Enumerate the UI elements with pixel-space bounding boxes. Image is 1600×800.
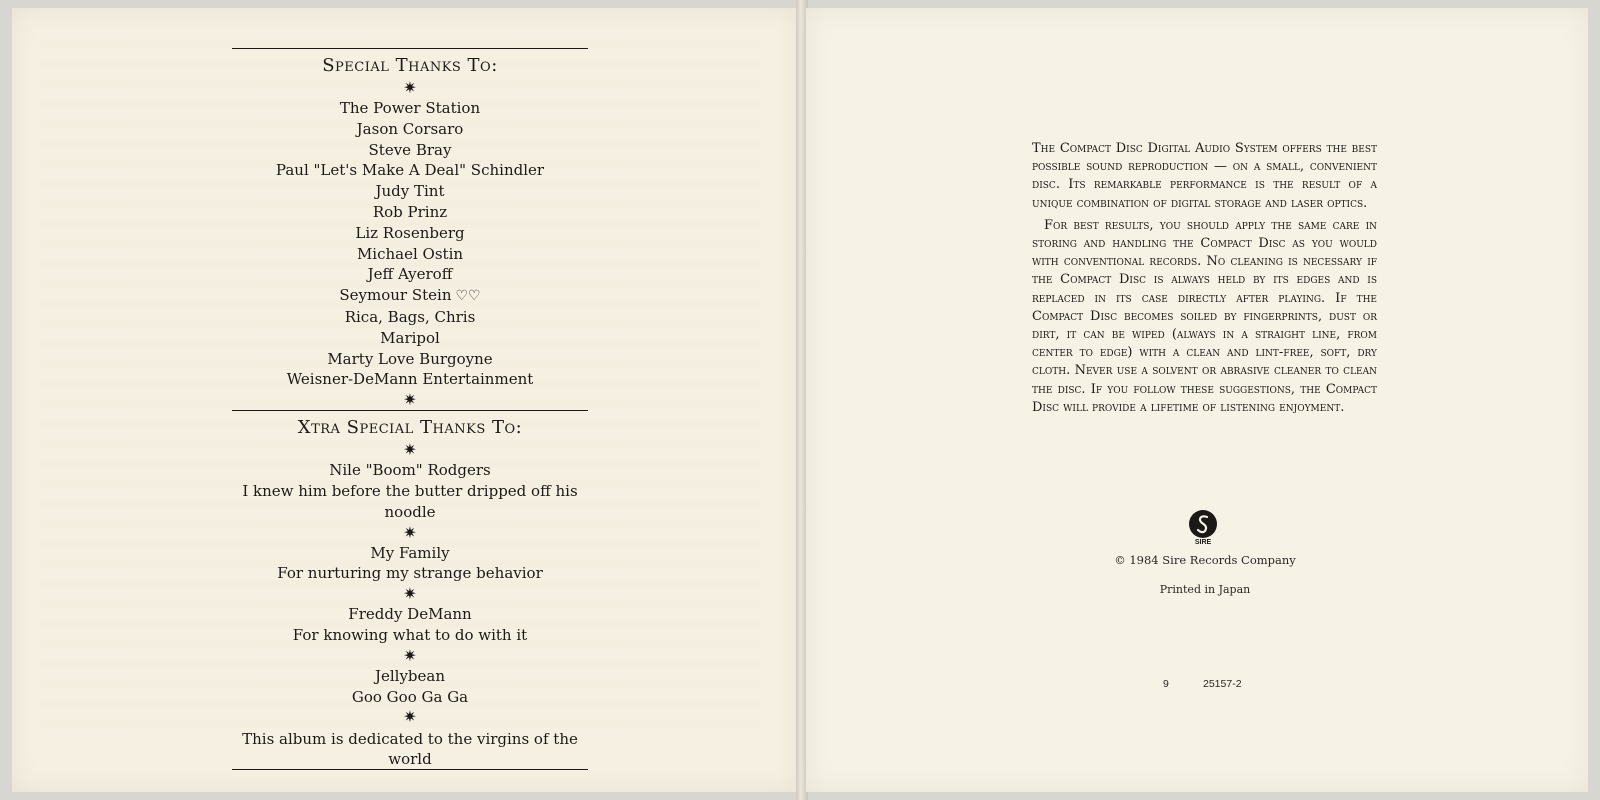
thanks-name: Jeff Ayeroff: [367, 265, 453, 284]
catalog-prefix: 9: [1163, 678, 1169, 690]
star-divider: ✷: [403, 707, 417, 727]
thanks-name: Jason Corsaro: [356, 119, 464, 138]
thanks-name-with-hearts: [232, 285, 588, 307]
star-divider: ✷: [403, 78, 417, 97]
star-divider: ✷: [403, 522, 417, 542]
thanks-name: Seymour Stein: [339, 286, 452, 305]
bottom-rule: [232, 769, 588, 770]
xtra-note: I knew him before the butter dripped off his noodle: [242, 481, 578, 521]
thanks-name: Rob Prinz: [372, 202, 448, 221]
thanks-name: Liz Rosenberg: [355, 223, 465, 242]
thanks-name: Paul "Let's Make A Deal" Schindler: [275, 161, 545, 180]
middle-rule: [232, 410, 588, 411]
xtra-note: For nurturing my strange behavior: [277, 564, 543, 583]
copyright-line: © 1984 Sire Records Company: [1114, 553, 1296, 567]
dedication-text: This album is dedicated to the virgins of the world: [242, 730, 578, 769]
xtra-name: My Family: [370, 543, 450, 562]
star-divider: ✷: [403, 645, 417, 665]
logo-label: SIRE: [1194, 539, 1212, 546]
xtra-name: Nile "Boom" Rodgers: [329, 461, 491, 480]
xtra-note: Goo Goo Ga Ga: [351, 687, 469, 706]
thanks-column: [232, 48, 588, 770]
compact-disc-notice: [1032, 140, 1377, 421]
top-rule: [232, 48, 588, 49]
sire-logo-icon: [1189, 510, 1217, 538]
notice-paragraph: The Compact Disc Digital Audio System offers the best possible sound reproduction — on a small, convenient disc. Its remarkable performance is the result of a unique combination of digital storage and laser optics.: [1032, 141, 1377, 211]
thanks-name: Judy Tint: [375, 182, 445, 201]
star-divider: ✷: [403, 440, 417, 460]
xtra-note: For knowing what to do with it: [292, 625, 528, 644]
thanks-name: Rica, Bags, Chris: [344, 307, 476, 326]
star-divider: ✷: [403, 584, 417, 604]
notice-paragraph: For best results, you should apply the same care in storing and handling the Compact Disc as you would with conventional records. No cleaning is necessary if the Compact Disc is always held by its edges and is replaced in its case directly after playing. If the Compact Disc becomes soiled by fingerprints, dust or dirt, it can be wiped (always in a straight line, from center to edge) with a clean and lint-free, soft, dry cloth. Never use a solvent or abrasive cleaner to clean the disc. If you follow these suggestions, the Compact Disc will provide a lifetime of listening enjoyment.: [1032, 217, 1377, 415]
printed-in-line: Printed in Japan: [1159, 583, 1251, 596]
thanks-name: Steve Bray: [368, 140, 452, 159]
special-thanks-heading: Special Thanks To:: [322, 55, 498, 76]
thanks-name: The Power Station: [339, 99, 481, 117]
xtra-name: Jellybean: [374, 666, 446, 685]
hearts-icon: ♡♡: [455, 288, 481, 305]
thanks-name: Marty Love Burgoyne: [327, 349, 493, 368]
star-divider: ✷: [403, 390, 417, 410]
thanks-name: Maripol: [380, 328, 440, 347]
thanks-name: Weisner-DeMann Entertainment: [286, 370, 534, 389]
thanks-name: Michael Ostin: [356, 244, 464, 263]
xtra-thanks-heading: Xtra Special Thanks To:: [297, 417, 523, 439]
xtra-name: Freddy DeMann: [348, 605, 472, 624]
sire-logo: [1188, 510, 1218, 550]
catalog-number: 25157-2: [1203, 678, 1242, 690]
